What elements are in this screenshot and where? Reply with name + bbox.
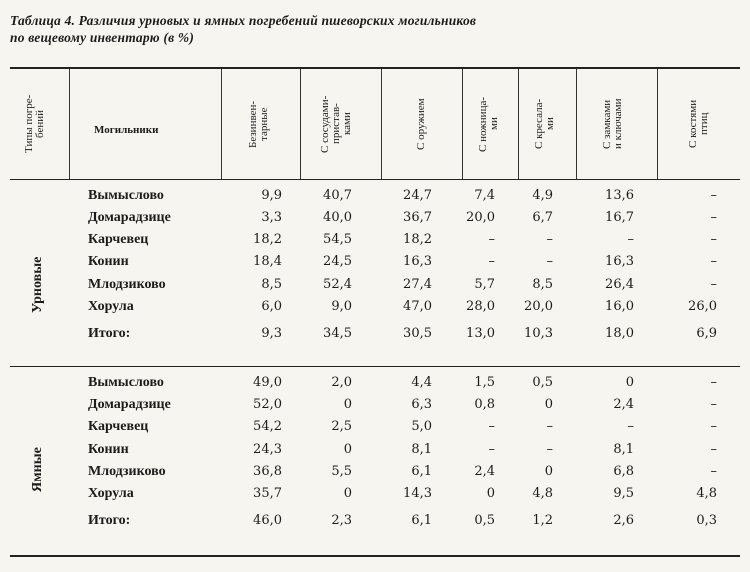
value-cell: – [546, 419, 553, 434]
value-cell: 20,0 [466, 210, 495, 225]
value-cell: – [546, 232, 553, 247]
value-cell: 36,8 [253, 464, 282, 479]
header-divider [462, 69, 463, 179]
header-col-1: Безинвен- тарные [247, 100, 270, 148]
value-cell: 5,7 [474, 277, 495, 292]
caption-line-1: Таблица 4. Различия урновых и ямных погребений пшеворских могильников [10, 13, 477, 28]
value-cell: 10,3 [524, 326, 553, 341]
value-cell: 16,3 [403, 254, 432, 269]
value-cell: – [546, 254, 553, 269]
value-cell: 2,4 [613, 397, 634, 412]
site-name: Хорула [88, 299, 134, 314]
value-cell: 54,5 [323, 232, 352, 247]
value-cell: 0 [544, 464, 553, 479]
value-cell: 40,0 [323, 210, 352, 225]
value-cell: – [710, 397, 717, 412]
value-cell: 6,7 [532, 210, 553, 225]
site-name: Млодзиково [88, 464, 166, 479]
total-row [0, 323, 750, 345]
top-rule [10, 67, 740, 69]
value-cell: 26,0 [688, 299, 717, 314]
value-cell: 5,0 [411, 419, 432, 434]
group-divider-rule [10, 366, 740, 367]
table-row [0, 461, 750, 483]
value-cell: 28,0 [466, 299, 495, 314]
value-cell: 49,0 [253, 375, 282, 390]
header-mogilniki: Могильники [94, 124, 159, 136]
value-cell: – [710, 442, 717, 457]
value-cell: 2,5 [331, 419, 352, 434]
value-cell: 0,5 [532, 375, 553, 390]
value-cell: 9,3 [261, 326, 282, 341]
header-col-6: С замками и ключами [601, 98, 624, 150]
value-cell: 24,7 [403, 188, 432, 203]
total-row [0, 510, 750, 532]
table-row [0, 274, 750, 296]
value-cell: 16,3 [605, 254, 634, 269]
value-cell: 3,3 [261, 210, 282, 225]
value-cell: 18,0 [605, 326, 634, 341]
bottom-rule [10, 555, 740, 557]
value-cell: 6,1 [411, 464, 432, 479]
value-cell: – [488, 254, 495, 269]
table-row [0, 394, 750, 416]
value-cell: 52,0 [253, 397, 282, 412]
value-cell: 8,1 [411, 442, 432, 457]
table-row [0, 372, 750, 394]
site-name: Карчевец [88, 419, 149, 434]
value-cell: – [710, 277, 717, 292]
value-cell: – [488, 232, 495, 247]
value-cell: 6,9 [696, 326, 717, 341]
value-cell: – [627, 232, 634, 247]
value-cell: – [546, 442, 553, 457]
value-cell: 8,5 [532, 277, 553, 292]
value-cell: 52,4 [323, 277, 352, 292]
value-cell: – [710, 375, 717, 390]
value-cell: 0 [343, 486, 352, 501]
header-divider [381, 69, 382, 179]
table-row [0, 416, 750, 438]
header-col-3: С оружием [415, 98, 427, 150]
value-cell: 7,4 [474, 188, 495, 203]
value-cell: 54,2 [253, 419, 282, 434]
value-cell: – [627, 419, 634, 434]
value-cell: 6,3 [411, 397, 432, 412]
value-cell: 9,0 [331, 299, 352, 314]
value-cell: – [710, 254, 717, 269]
value-cell: 34,5 [323, 326, 352, 341]
site-name: Домарадзице [88, 397, 171, 412]
site-name: Итого: [88, 326, 131, 341]
header-divider [576, 69, 577, 179]
value-cell: 30,5 [403, 326, 432, 341]
site-name: Хорула [88, 486, 134, 501]
table-row [0, 207, 750, 229]
value-cell: 36,7 [403, 210, 432, 225]
value-cell: 0 [625, 375, 634, 390]
table-row [0, 185, 750, 207]
value-cell: 8,1 [613, 442, 634, 457]
value-cell: 20,0 [524, 299, 553, 314]
table-row [0, 439, 750, 461]
header-divider [69, 69, 70, 179]
value-cell: 4,8 [532, 486, 553, 501]
table-row [0, 251, 750, 273]
value-cell: 0 [343, 397, 352, 412]
site-name: Итого: [88, 513, 131, 528]
site-name: Домарадзице [88, 210, 171, 225]
group-label-pit: Ямные [30, 447, 45, 493]
value-cell: 14,3 [403, 486, 432, 501]
header-col-7: С костями птиц [687, 99, 710, 149]
value-cell: 26,4 [605, 277, 634, 292]
value-cell: 1,5 [474, 375, 495, 390]
value-cell: 0 [544, 397, 553, 412]
site-name: Карчевец [88, 232, 149, 247]
header-types: Типы погре- бений [23, 94, 46, 154]
value-cell: 24,5 [323, 254, 352, 269]
header-divider [518, 69, 519, 179]
value-cell: 0 [343, 442, 352, 457]
header-divider [657, 69, 658, 179]
value-cell: 4,9 [532, 188, 553, 203]
site-name: Конин [88, 442, 129, 457]
value-cell: 46,0 [253, 513, 282, 528]
value-cell: 16,0 [605, 299, 634, 314]
value-cell: 18,2 [253, 232, 282, 247]
value-cell: 40,7 [323, 188, 352, 203]
header-col-5: С кресала- ми [533, 98, 556, 150]
group-label-urn: Урновые [30, 256, 45, 314]
header-col-2: С сосудами- пристав- ками [319, 95, 353, 153]
site-name: Вымыслово [88, 188, 164, 203]
value-cell: 8,5 [261, 277, 282, 292]
value-cell: 0 [486, 486, 495, 501]
table-row [0, 483, 750, 505]
value-cell: 4,4 [411, 375, 432, 390]
value-cell: 6,8 [613, 464, 634, 479]
value-cell: 9,5 [613, 486, 634, 501]
header-divider [300, 69, 301, 179]
caption-line-2: по вещевому инвентарю (в %) [10, 30, 195, 45]
value-cell: – [488, 419, 495, 434]
value-cell: 6,0 [261, 299, 282, 314]
value-cell: 5,5 [331, 464, 352, 479]
table-row [0, 296, 750, 318]
value-cell: – [710, 232, 717, 247]
value-cell: 2,6 [613, 513, 634, 528]
value-cell: 9,9 [261, 188, 282, 203]
value-cell: 6,1 [411, 513, 432, 528]
value-cell: 2,3 [331, 513, 352, 528]
value-cell: – [710, 419, 717, 434]
value-cell: 47,0 [403, 299, 432, 314]
value-cell: 2,4 [474, 464, 495, 479]
header-divider [221, 69, 222, 179]
value-cell: 4,8 [696, 486, 717, 501]
value-cell: 2,0 [331, 375, 352, 390]
table-caption [10, 12, 710, 46]
value-cell: 18,2 [403, 232, 432, 247]
site-name: Вымыслово [88, 375, 164, 390]
value-cell: 18,4 [253, 254, 282, 269]
value-cell: – [710, 210, 717, 225]
value-cell: – [710, 188, 717, 203]
value-cell: 13,6 [605, 188, 634, 203]
value-cell: 35,7 [253, 486, 282, 501]
value-cell: – [488, 442, 495, 457]
header-col-4: С ножница- ми [477, 96, 500, 152]
table-row [0, 229, 750, 251]
value-cell: 27,4 [403, 277, 432, 292]
value-cell: 0,8 [474, 397, 495, 412]
value-cell: 16,7 [605, 210, 634, 225]
value-cell: 0,5 [474, 513, 495, 528]
value-cell: 0,3 [696, 513, 717, 528]
value-cell: 24,3 [253, 442, 282, 457]
value-cell: 1,2 [532, 513, 553, 528]
value-cell: – [710, 464, 717, 479]
site-name: Млодзиково [88, 277, 166, 292]
site-name: Конин [88, 254, 129, 269]
header-bottom-rule [10, 179, 740, 180]
value-cell: 13,0 [466, 326, 495, 341]
